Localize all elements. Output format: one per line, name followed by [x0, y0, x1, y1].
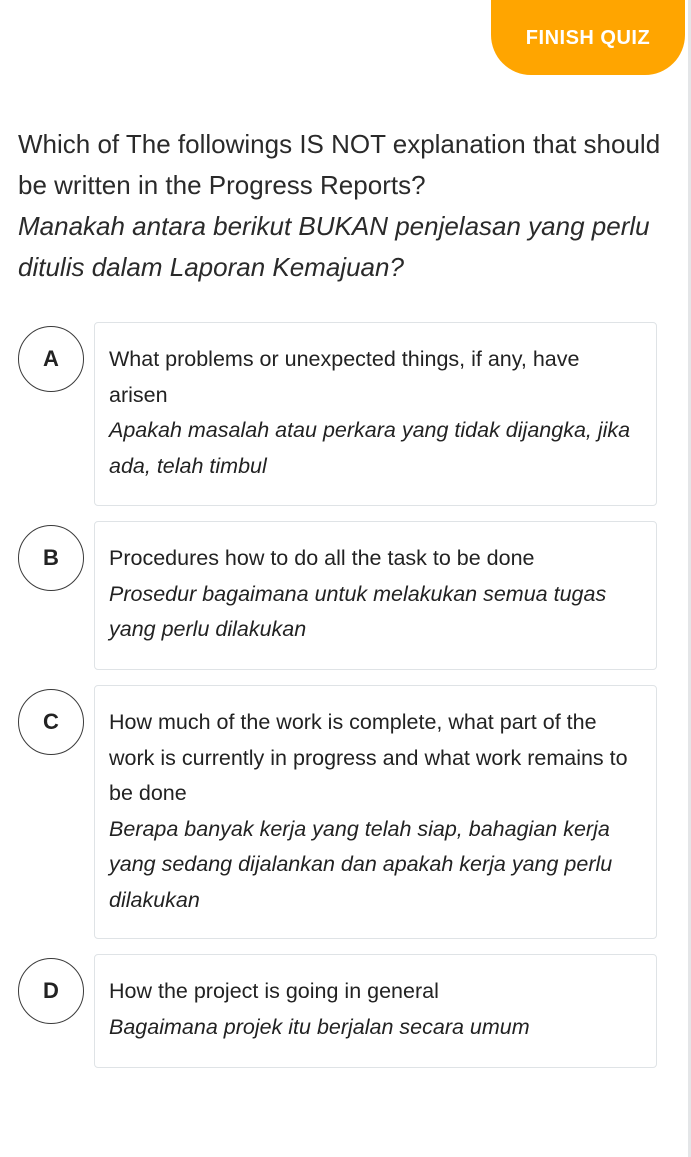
- option-text-english: How much of the work is complete, what part of the work is currently in progress and what work remains to be done: [109, 710, 628, 805]
- option-text-malay: Bagaimana projek itu berjalan secara umum: [109, 1014, 530, 1039]
- option-letter-badge[interactable]: B: [18, 525, 84, 591]
- question-text-malay: Manakah antara berikut BUKAN penjelasan yang perlu ditulis dalam Laporan Kemajuan?: [18, 211, 650, 282]
- option-answer-box[interactable]: [94, 685, 657, 939]
- option-text-malay: Apakah masalah atau perkara yang tidak dijangka, jika ada, telah timbul: [109, 418, 631, 478]
- option-text-malay: Prosedur bagaimana untuk melakukan semua tugas yang perlu dilakukan: [109, 581, 607, 641]
- question-text-english: Which of The followings IS NOT explanation that should be written in the Progress Reports?: [18, 129, 661, 200]
- option-answer-box[interactable]: [94, 322, 657, 506]
- option-letter-badge[interactable]: D: [18, 958, 84, 1024]
- option-text-english: Procedures how to do all the task to be done: [109, 546, 535, 570]
- option-text-english: What problems or unexpected things, if any, have arisen: [109, 347, 580, 407]
- option-answer-box[interactable]: [94, 521, 657, 670]
- option-letter-badge[interactable]: C: [18, 689, 84, 755]
- option-letter-badge[interactable]: A: [18, 326, 84, 392]
- finish-quiz-button[interactable]: FINISH QUIZ: [491, 0, 685, 75]
- option-text-english: How the project is going in general: [109, 979, 439, 1003]
- option-answer-box[interactable]: [94, 954, 657, 1068]
- question-text: [18, 124, 678, 288]
- option-text-malay: Berapa banyak kerja yang telah siap, bahagian kerja yang sedang dijalankan dan apakah kerja yang perlu dilakukan: [109, 816, 613, 912]
